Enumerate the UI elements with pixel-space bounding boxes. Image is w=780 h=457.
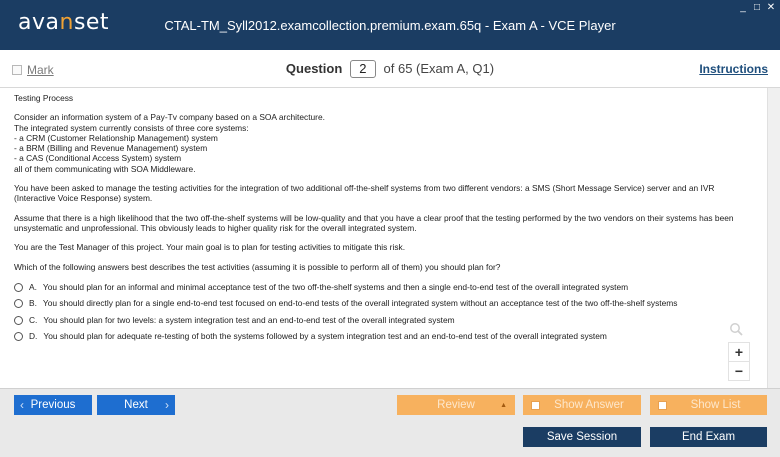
question-bar xyxy=(0,50,780,88)
option-text[interactable]: You should plan for two levels: a system integration test and an end-to-end test of the overall integrated system xyxy=(43,314,455,325)
question-count: of 65 (Exam A, Q1) xyxy=(383,61,495,76)
zoom-in-button[interactable]: + xyxy=(728,342,750,362)
review-button[interactable] xyxy=(397,395,515,415)
intro-line: - a CAS (Conditional Access System) system xyxy=(14,153,182,164)
answer-option-b[interactable] xyxy=(14,295,753,312)
caret-up-icon: ▲ xyxy=(500,401,507,409)
window-controls xyxy=(738,2,776,13)
chevron-right-icon: › xyxy=(165,398,169,412)
show-list-label: Show List xyxy=(690,399,741,411)
option-letter: B. xyxy=(29,298,37,309)
question-content xyxy=(0,88,767,388)
app-logo: avanset xyxy=(18,10,110,35)
show-answer-button[interactable] xyxy=(523,395,641,415)
option-text[interactable]: You should directly plan for a single end-to-end test focused on end-to-end tests of the overall integrated system without an acceptance test of the two off-the-shelf systems xyxy=(42,298,678,309)
save-session-button[interactable]: Save Session xyxy=(523,427,641,447)
window-title: CTAL-TM_Syll2012.examcollection.premium.exam.65q - Exam A - VCE Player xyxy=(164,18,616,33)
intro-line: - a CRM (Customer Relationship Management) system xyxy=(14,132,218,143)
show-list-button[interactable] xyxy=(650,395,767,415)
question-prompt: Which of the following answers best describes the test activities (assuming it is possible to perform all of them) you should plan for? xyxy=(14,261,501,272)
option-text[interactable]: You should plan for an informal and minimal acceptance test of the two off-the-shelf systems and then a single end-to-end test of the overall integrated system xyxy=(42,281,629,292)
question-paragraph: You are the Test Manager of this project. Your main goal is to plan for testing activities to mitigate this risk. xyxy=(14,242,406,253)
question-word: Question xyxy=(285,61,343,76)
show-answer-label: Show Answer xyxy=(554,399,624,411)
question-number-input[interactable]: 2 xyxy=(350,60,376,78)
intro-line: Consider an information system of a Pay-Tv company based on a SOA architecture. xyxy=(14,112,325,123)
end-exam-button[interactable]: End Exam xyxy=(650,427,767,447)
next-label: Next xyxy=(124,399,148,411)
intro-line: - a BRM (Billing and Revenue Management) system xyxy=(14,143,208,154)
question-paragraph: Assume that there is a high likelihood that the two off-the-shelf systems will be low-quality and that you have a clear proof that the testing performed by the two vendors on their systems has been unsystematic and unprofessional. This obviously leads to higher quality risk for the overall integrated system. xyxy=(14,212,734,233)
vertical-scrollbar[interactable] xyxy=(767,88,780,388)
question-intro xyxy=(14,112,753,174)
minimize-button[interactable]: _ xyxy=(740,2,746,13)
title-bar xyxy=(0,0,780,50)
question-title: Testing Process xyxy=(14,93,74,103)
checkbox-icon[interactable] xyxy=(658,401,667,410)
maximize-button[interactable]: □ xyxy=(753,2,761,13)
answer-option-d[interactable] xyxy=(14,328,753,345)
option-letter: C. xyxy=(29,314,38,325)
option-letter: A. xyxy=(29,281,37,292)
answer-options xyxy=(14,279,753,345)
intro-line: all of them communicating with SOA Middleware. xyxy=(14,163,196,174)
answer-option-c[interactable] xyxy=(14,312,753,329)
zoom-out-button[interactable]: − xyxy=(728,361,750,381)
review-label: Review xyxy=(437,399,475,411)
previous-button[interactable] xyxy=(14,395,92,415)
answer-option-a[interactable] xyxy=(14,279,753,296)
radio-button[interactable] xyxy=(14,332,23,341)
next-button[interactable] xyxy=(97,395,175,415)
option-letter: D. xyxy=(29,331,38,342)
bottom-toolbar xyxy=(0,388,780,457)
mark-label[interactable]: Mark xyxy=(27,63,54,77)
option-text[interactable]: You should plan for adequate re-testing of both the systems followed by a system integration test and an end-to-end test of the overall integrated system xyxy=(43,331,607,342)
question-paragraph: You have been asked to manage the testing activities for the integration of two additional off-the-shelf systems from two different vendors: a SMS (Short Message Service) server and an IVR (Interactive Voice Response) system. xyxy=(14,183,715,204)
instructions-link[interactable]: Instructions xyxy=(699,62,768,76)
checkbox-icon[interactable] xyxy=(531,401,540,410)
radio-button[interactable] xyxy=(14,283,23,292)
magnifier-icon xyxy=(729,322,743,339)
chevron-left-icon: ‹ xyxy=(20,398,24,412)
close-button[interactable]: ✕ xyxy=(766,2,776,13)
radio-button[interactable] xyxy=(14,316,23,325)
previous-label: Previous xyxy=(30,399,76,411)
intro-line: The integrated system currently consists of three core systems: xyxy=(14,122,249,133)
question-navigator xyxy=(0,60,780,78)
radio-button[interactable] xyxy=(14,299,23,308)
